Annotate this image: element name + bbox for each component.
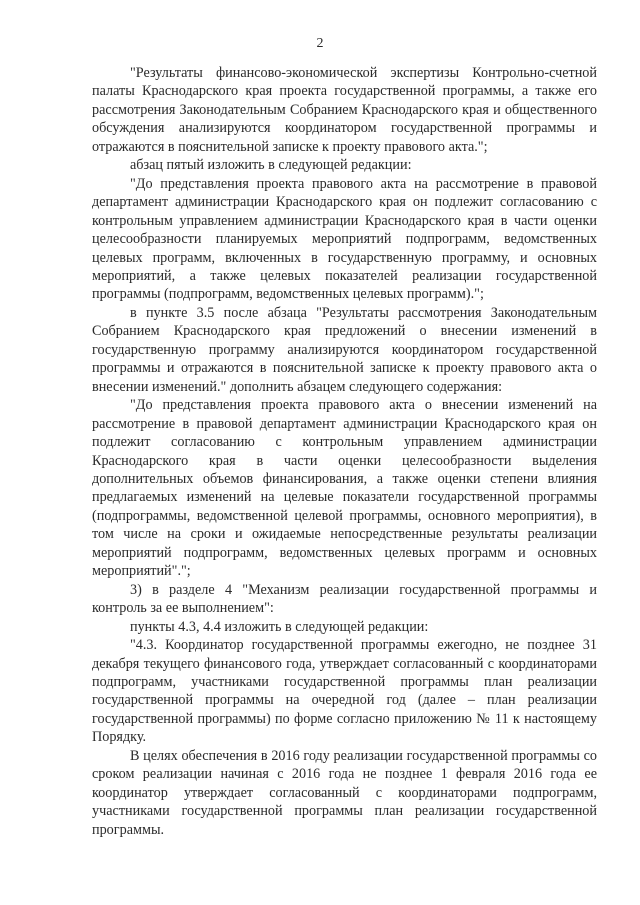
paragraph-section-4: 3) в разделе 4 "Механизм реализации государственной программы и контроль за ее выполнением":	[92, 581, 597, 617]
page-number: 2	[316, 36, 324, 51]
paragraph-quote-results-expertise: "Результаты финансово-экономической экспертизы Контрольно-счетной палаты Краснодарского края проекта государственной программы, а также его рассмотрения Законодательным Собранием Краснодарского края и общественного обсуждения анализируются координатором государственной программы и отражаются в пояснительной записке к проекту правового акта.";	[92, 65, 597, 155]
paragraph-fifth-abzac-instruction: абзац пятый изложить в следующей редакции:	[130, 157, 412, 174]
paragraph-quote-changes-submission: "До представления проекта правового акта о внесении изменений на рассмотрение в правовой департамент администрации Краснодарского края он подлежит согласованию с контрольным управлением администрации Краснодарского края в части оценки целесообразности выделения дополнительных объемов финансирования, а также оценки степени влияния предлагаемых изменений на целевые показатели государственной программы (подпрограммы, ведомственной целевой программы, основного мероприятия), в том числе на сроки и ожидаемые непосредственные результаты реализации мероприятий подпрограмм, ведомственных целевых программ и основных мероприятий".";	[92, 397, 597, 580]
paragraph-clause-3-5: в пункте 3.5 после абзаца "Результаты рассмотрения Законодательным Собранием Краснодарского края предложений о внесении изменений в государственную программу анализируются координатором государственной программы и отражаются в пояснительной записке к проекту правового акта о внесении изменений." дополнить абзацем следующего содержания:	[92, 304, 597, 395]
paragraph-clauses-4-3-4-4: пункты 4.3, 4.4 изложить в следующей редакции:	[130, 618, 429, 635]
paragraph-clause-4-3: "4.3. Координатор государственной программы ежегодно, не позднее 31 декабря текущего финансового года, утверждает согласованный с координаторами подпрограмм, участниками государственной программы план реализации государственной программы на очередной год (далее – план реализации государственной программы) по форме согласно приложению № 11 к настоящему Порядку.	[92, 637, 597, 746]
paragraph-quote-before-submission: "До представления проекта правового акта на рассмотрение в правовой департамент администрации Краснодарского края он подлежит согласованию с контрольным управлением администрации Краснодарского края в части оценки целесообразности планируемых мероприятий подпрограмм, ведомственных целевых программ, включенных в государственную программу, и основных мероприятий, а также целевых показателей реализации государственной программы (подпрограмм, ведомственных целевых программ).";	[92, 175, 597, 303]
document-body	[92, 64, 597, 839]
paragraph-2016-plan: В целях обеспечения в 2016 году реализации государственной программы со сроком реализации начиная с 2016 года не позднее 1 февраля 2016 года ее координатор утверждает согласованный с координаторами подпрограмм, участниками государственной программы план реализации государственной программы.	[92, 747, 597, 838]
